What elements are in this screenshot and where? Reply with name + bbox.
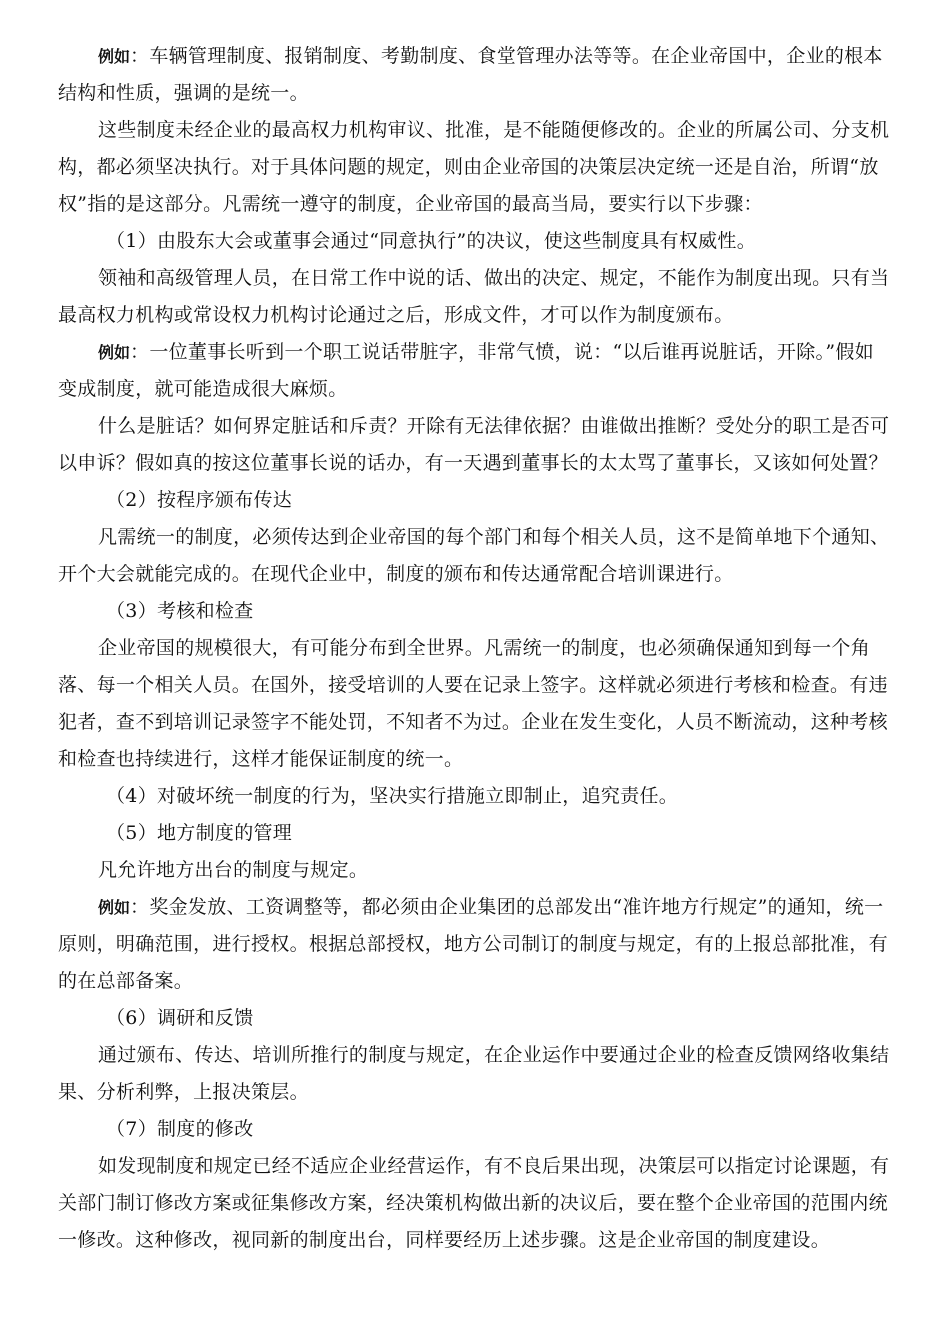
step-heading: （5）地方制度的管理 [106, 822, 293, 844]
body-paragraph: 领袖和高级管理人员，在日常工作中说的话、做出的决定、规定，不能作为制度出现。只有当最高权力机构或常设权力机构讨论通过之后，形成文件，才可以作为制度颁布。 [58, 267, 890, 326]
example-label: 例如 [98, 898, 131, 917]
body-paragraph: 凡允许地方出台的制度与规定。 [98, 859, 369, 881]
example-label: 例如 [98, 47, 131, 66]
example-paragraph [58, 889, 890, 1000]
step-heading: （1）由股东大会或董事会通过“同意执行”的决议，使这些制度具有权威性。 [106, 230, 757, 252]
paragraph-text: ：奖金发放、工资调整等，都必须由企业集团的总部发出“准许地方行规定”的通知，统一原则，明确范围，进行授权。根据总部授权，地方公司制订的制度与规定，有的上报总部批准，有的在总部备案。 [58, 896, 888, 992]
paragraph-text: ：一位董事长听到一个职工说话带脏字，非常气愤，说：“以后谁再说脏话，开除。”假如变成制度，就可能造成很大麻烦。 [58, 341, 874, 400]
paragraph-text: ：车辆管理制度、报销制度、考勤制度、食堂管理办法等等。在企业帝国中，企业的根本结构和性质，强调的是统一。 [58, 45, 883, 104]
step-heading: （7）制度的修改 [106, 1118, 254, 1140]
step-heading: （3）考核和检查 [106, 600, 254, 622]
body-paragraph: 如发现制度和规定已经不适应企业经营运作，有不良后果出现，决策层可以指定讨论课题，有关部门制订修改方案或征集修改方案，经决策机构做出新的决议后，要在整个企业帝国的范围内统一修改。这种修改，视同新的制度出台，同样要经历上述步骤。这是企业帝国的制度建设。 [58, 1155, 890, 1251]
step-heading: （6）调研和反馈 [106, 1007, 254, 1029]
example-paragraph [58, 38, 890, 112]
body-paragraph: 凡需统一的制度，必须传达到企业帝国的每个部门和每个相关人员，这不是简单地下个通知、开个大会就能完成的。在现代企业中，制度的颁布和传达通常配合培训课进行。 [58, 526, 890, 585]
body-paragraph: 通过颁布、传达、培训所推行的制度与规定，在企业运作中要通过企业的检查反馈网络收集结果、分析利弊，上报决策层。 [58, 1044, 890, 1103]
body-paragraph: 什么是脏话？如何界定脏话和斥责？开除有无法律依据？由谁做出推断？受处分的职工是否可以申诉？假如真的按这位董事长说的话办，有一天遇到董事长的太太骂了董事长，又该如何处置？ [58, 415, 890, 474]
example-paragraph [58, 334, 890, 408]
step-heading: （4）对破坏统一制度的行为，坚决实行措施立即制止，追究责任。 [106, 785, 679, 807]
step-heading: （2）按程序颁布传达 [106, 489, 293, 511]
body-paragraph: 企业帝国的规模很大，有可能分布到全世界。凡需统一的制度，也必须确保通知到每一个角落、每一个相关人员。在国外，接受培训的人要在记录上签字。这样就必须进行考核和检查。有违犯者，查不到培训记录签字不能处罚，不知者不为过。企业在发生变化，人员不断流动，这种考核和检查也持续进行，这样才能保证制度的统一。 [58, 637, 888, 770]
example-label: 例如 [98, 343, 131, 362]
body-paragraph: 这些制度未经企业的最高权力机构审议、批准，是不能随便修改的。企业的所属公司、分支机构，都必须坚决执行。对于具体问题的规定，则由企业帝国的决策层决定统一还是自治，所谓“放权”指的是这部分。凡需统一遵守的制度，企业帝国的最高当局，要实行以下步骤： [58, 119, 890, 215]
